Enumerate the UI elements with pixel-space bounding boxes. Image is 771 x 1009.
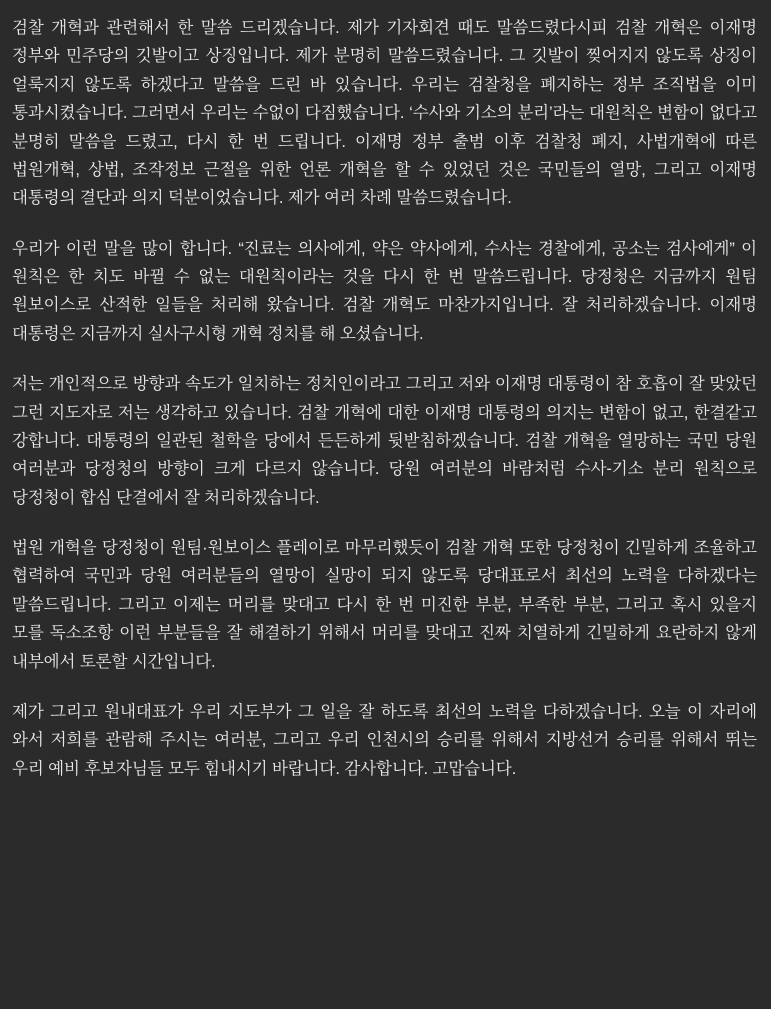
paragraph-4: 법원 개혁을 당정청이 원팀·원보이스 플레이로 마무리했듯이 검찰 개혁 또한 당정청이 긴밀하게 조율하고 협력하여 국민과 당원 여러분들의 열망이 실망이 되지 않도록 당대표로서 최선의 노력을 다하겠다는 말씀드립니다. 그리고 이제는 머리를 맞대고 다시 한 번 미진한 부분, 부족한 부분, 그리고 혹시 있을지 모를 독소조항 이런 부분들을 잘 해결하기 위해서 머리를 맞대고 진짜 치열하게 긴밀하게 요란하지 않게 내부에서 토론할 시간입니다. [12, 539, 757, 671]
paragraph-2: 우리가 이런 말을 많이 합니다. “진료는 의사에게, 약은 약사에게, 수사는 경찰에게, 공소는 검사에게” 이 원칙은 한 치도 바뀔 수 없는 대원칙이라는 것을 다시 한 번 말씀드립니다. 당정청은 지금까지 원팀 원보이스로 산적한 일들을 처리해 왔습니다. 검찰 개혁도 마찬가지입니다. 잘 처리하겠습니다. 이재명 대통령은 지금까지 실사구시형 개혁 정치를 해 오셨습니다. [12, 239, 757, 343]
paragraph-3: 저는 개인적으로 방향과 속도가 일치하는 정치인이라고 그리고 저와 이재명 대통령이 참 호흡이 잘 맞았던 그런 지도자로 저는 생각하고 있습니다. 검찰 개혁에 대한 이재명 대통령의 의지는 변함이 없고, 한결같고 강합니다. 대통령의 일관된 철학을 당에서 든든하게 뒷받침하겠습니다. 검찰 개혁을 열망하는 국민 당원 여러분과 당정청의 방향이 크게 다르지 않습니다. 당원 여러분의 바람처럼 수사-기소 분리 원칙으로 당정청이 합심 단결에서 잘 처리하겠습니다. [12, 375, 757, 507]
paragraph-1: 검찰 개혁과 관련해서 한 말씀 드리겠습니다. 제가 기자회견 때도 말씀드렸다시피 검찰 개혁은 이재명 정부와 민주당의 깃발이고 상징입니다. 제가 분명히 말씀드렸습니다. 그 깃발이 찢어지지 않도록 상징이 얼룩지지 않도록 하겠다고 말씀을 드린 바 있습니다. 우리는 검찰청을 폐지하는 정부 조직법을 이미 통과시켰습니다. 그러면서 우리는 수없이 다짐했습니다. ‘수사와 기소의 분리’라는 대원칙은 변함이 없다고 분명히 말씀을 드렸고, 다시 한 번 드립니다. 이재명 정부 출범 이후 검찰청 폐지, 사법개혁에 따른 법원개혁, 상법, 조작정보 근절을 위한 언론 개혁을 할 수 있었던 것은 국민들의 열망, 그리고 이재명 대통령의 결단과 의지 덕분이었습니다. 제가 여러 차례 말씀드렸습니다. [12, 19, 757, 208]
paragraph-5: 제가 그리고 원내대표가 우리 지도부가 그 일을 잘 하도록 최선의 노력을 다하겠습니다. 오늘 이 자리에 와서 저희를 관람해 주시는 여러분, 그리고 우리 인천시의 승리를 위해서 지방선거 승리를 위해서 뛰는 우리 예비 후보자님들 모두 힘내시기 바랍니다. 감사합니다. 고맙습니다. [12, 702, 757, 778]
speech-transcript [12, 14, 757, 783]
